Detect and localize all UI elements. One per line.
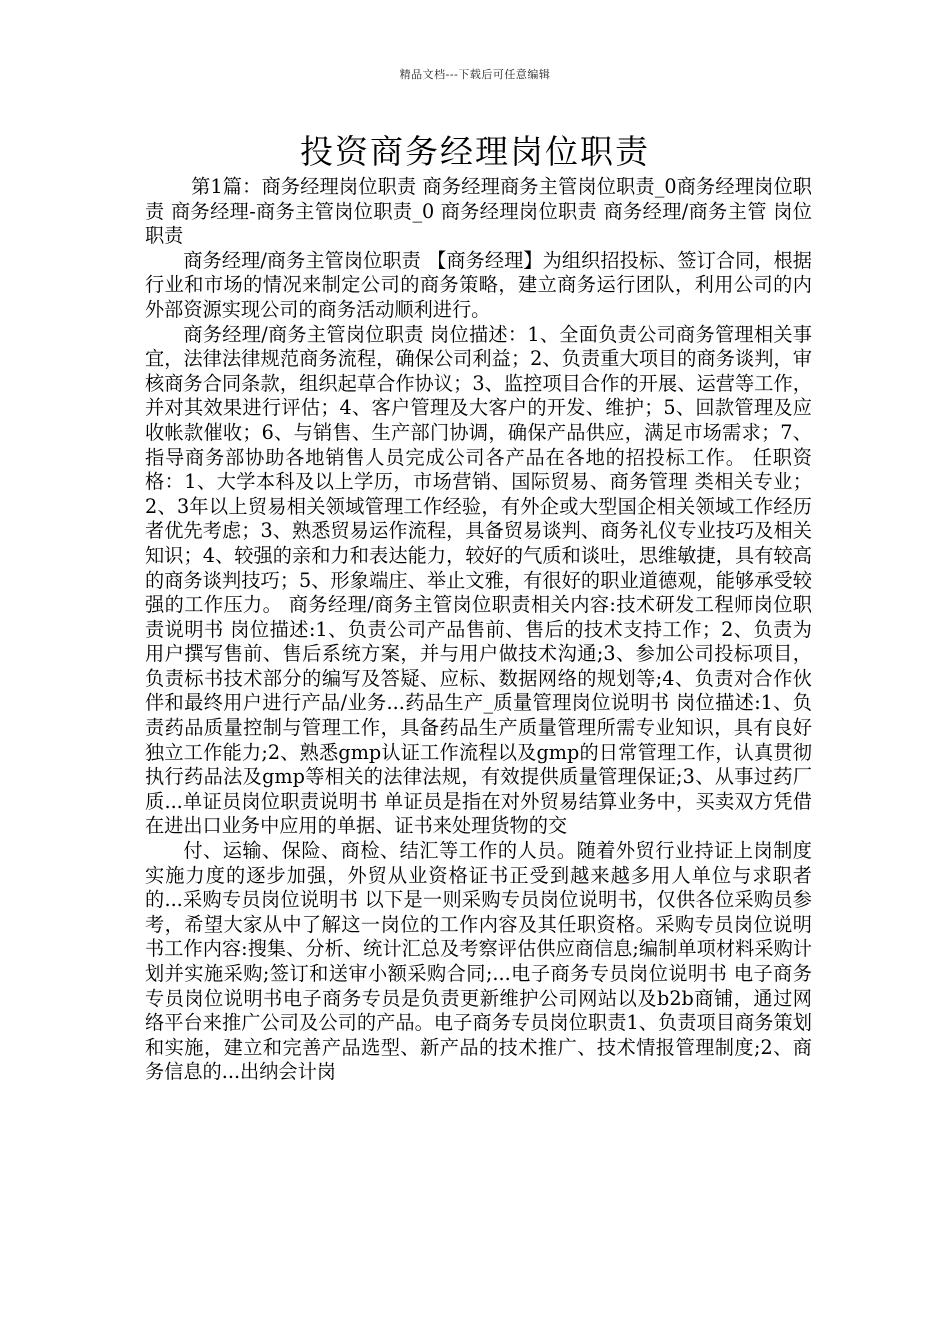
- paragraph-1: 第1篇：商务经理岗位职责 商务经理商务主管岗位职责_0商务经理岗位职责 商务经理-商务主管岗位职责_0 商务经理岗位职责 商务经理/商务主管 岗位职责: [145, 175, 812, 248]
- document-title: 投资商务经理岗位职责: [300, 132, 650, 171]
- paragraph-3: 商务经理/商务主管岗位职责 岗位描述：1、全面负责公司商务管理相关事宜，法律法律规范商务流程，确保公司利益；2、负责重大项目的商务谈判，审核商务合同条款，组织起草合作协议；3、监控项目合作的开展、运营等工作，并对其效果进行评估；4、客户管理及大客户的开发、维护；5、回款管理及应收帐款催收；6、与销售、生产部门协调，确保产品供应，满足市场需求；7、指导商务部协助各地销售人员完成公司各产品在各地的招投标工作。 任职资格：1、大学本科及以上学历，市场营销、国际贸易、商务管理 类相关专业；2、3年以上贸易相关领域管理工作经验，有外企或大型国企相关领域工作经历者优先考虑；3、熟悉贸易运作流程，具备贸易谈判、商务礼仪专业技巧及相关知识；4、较强的亲和力和表达能力，较好的气质和谈吐，思维敏捷，具有较高的商务谈判技巧；5、形象端庄、举止文雅，有很好的职业道德观，能够承受较强的工作压力。 商务经理/商务主管岗位职责相关内容:技术研发工程师岗位职责说明书 岗位描述:1、负责公司产品售前、售后的技术支持工作；2、负责为用户撰写售前、售后系统方案，并与用户做技术沟通;3、参加公司投标项目，负责标书技术部分的编写及答疑、应标、数据网络的规划等;4、负责对合作伙伴和最终用户进行产品/业务...药品生产_质量管理岗位说明书 岗位描述:1、负责药品质量控制与管理工作，具备药品生产质量管理所需专业知识，具有良好独立工作能力;2、熟悉gmp认证工作流程以及gmp的日常管理工作，认真贯彻执行药品法及gmp等相关的法律法规，有效提供质量管理保证;3、从事过药厂质...单证员岗位职责说明书 单证员是指在对外贸易结算业务中，买卖双方凭借在进出口业务中应用的单据、证书来处理货物的交: [145, 322, 812, 838]
- paragraph-2: 商务经理/商务主管岗位职责 【商务经理】为组织招投标、签订合同，根据行业和市场的情况来制定公司的商务策略，建立商务运行团队，利用公司的内外部资源实现公司的商务活动顺利进行。: [145, 248, 812, 321]
- paragraph-4: 付、运输、保险、商检、结汇等工作的人员。随着外贸行业持证上岗制度实施力度的逐步加强，外贸从业资格证书正受到越来越多用人单位与求职者的...采购专员岗位说明书 以下是一则采购专员岗位说明书，仅供各位采购员参考，希望大家从中了解这一岗位的工作内容及其任职资格。采购专员岗位说明书工作内容:搜集、分析、统计汇总及考察评估供应商信息;编制单项材料采购计划并实施采购;签订和送审小额采购合同;...电子商务专员岗位说明书 电子商务专员岗位说明书电子商务专员是负责更新维护公司网站以及b2b商铺，通过网络平台来推广公司及公司的产品。电子商务专员岗位职责1、负责项目商务策划和实施，建立和完善产品选型、新产品的技术推广、技术情报管理制度;2、商务信息的...出纳会计岗: [145, 839, 812, 1084]
- document-body: [145, 175, 812, 1085]
- page-header-note: 精品文档---下载后可任意编辑: [399, 68, 551, 81]
